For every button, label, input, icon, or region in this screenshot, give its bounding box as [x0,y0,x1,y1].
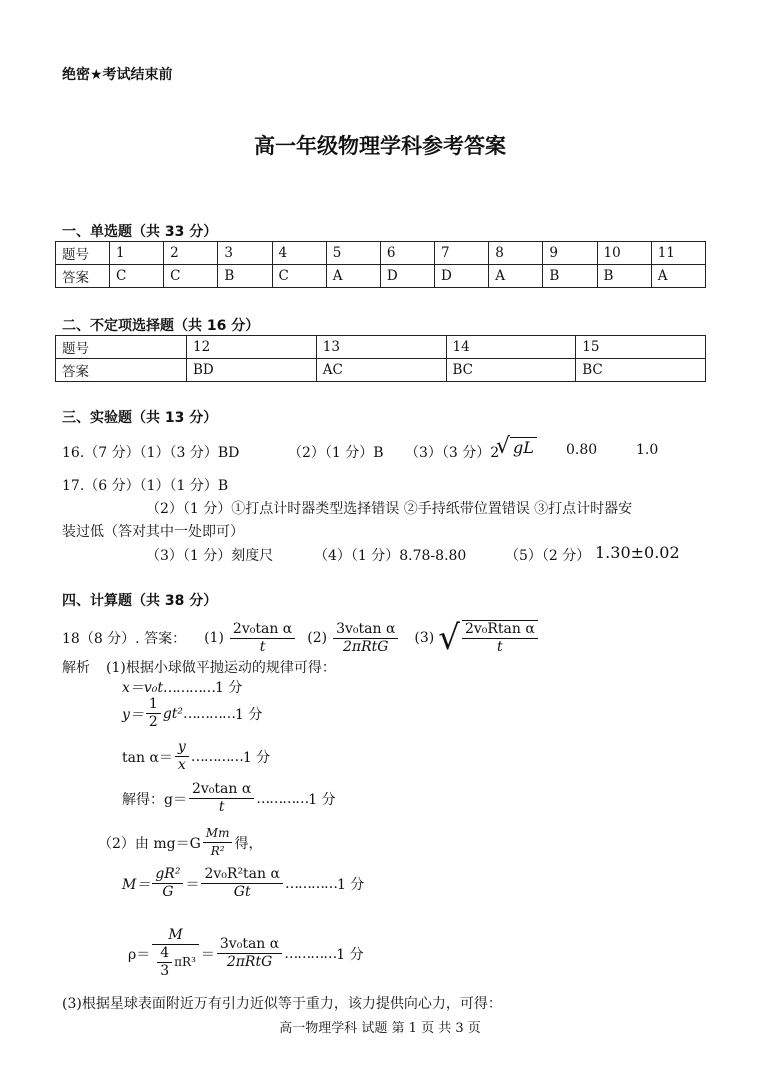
answer-cell: B [597,265,651,288]
answer-cell: A [489,265,543,288]
answer-cell: D [380,265,434,288]
fraction-numerator: 1 [146,696,161,714]
score: 1 分 [242,749,271,766]
answer-cell: A [651,265,705,288]
eq-x-text: x＝v₀t [122,680,164,696]
analysis-label: 解析 [62,660,90,676]
question-number: 2 [164,242,218,265]
eq-y [122,696,262,731]
answer-cell: D [435,265,489,288]
q16-part2: （2）（1 分）B [288,445,384,461]
fraction-denominator: t [497,639,503,655]
q16-value-2: 1.0 [636,442,659,458]
question-number: 13 [316,336,446,359]
q17-line1: 17.（6 分）（1）（1 分）B [62,478,229,494]
q18-label: 18（8 分）. 答案： [62,631,187,647]
q16-sqrt [496,434,537,459]
four-thirds-fraction [157,945,172,980]
row-label: 答案 [56,359,187,382]
dots: ………… [183,705,236,722]
eq-density: ρ＝ M $\frac{4}{3}$ πR³ ＝ $\frac{\text{3v₀tan α}}{\text{2πRtG}}$ ………… 1 分 [128,927,364,979]
fraction-numerator: 3v₀tan α [333,621,398,639]
fraction-denominator: Gt [233,884,251,900]
ans2-prefix: (2) [307,630,328,646]
dots: ………… [163,680,216,696]
eq-solve-g [122,781,336,816]
fraction-numerator: gR² [152,866,183,884]
ans2-fraction [333,621,398,656]
tan-fraction [175,739,189,774]
question-number: 12 [187,336,317,359]
fraction-denominator: t [259,638,266,655]
section-1-heading: 一、单选题（共 33 分） [62,224,218,240]
mass-lhs: M＝ [122,876,151,893]
density-fraction-1 [152,927,199,980]
q16-prefix: 16.（7 分）（1）（3 分）BD [62,445,240,461]
fraction-denominator: G [162,884,174,900]
pi-r-cubed: πR³ [174,955,196,969]
score: 1 分 [336,876,365,893]
fraction-denominator: 2πRtG [226,954,273,970]
fraction-numerator: 2v₀Rtan α [462,621,538,639]
fraction-numerator: 2v₀tan α [230,621,295,639]
score: 1 分 [336,946,364,963]
q17-line3: 装过低（答对其中一处即可） [62,524,244,540]
ans3-prefix: (3) [414,630,435,646]
answer-cell: A [326,265,380,288]
question-number: 14 [446,336,576,359]
ans1-prefix: (1) [204,630,224,646]
fraction-denominator: 2πRtG [343,638,389,655]
fraction-numerator: 3v₀tan α [217,936,282,954]
eq-y-rhs: gt² [162,705,184,722]
q16-part3: （3）（3 分）2 [405,445,500,461]
fraction-numerator: M [152,927,199,945]
eq-x [122,677,242,697]
answer-cell: B [218,265,272,288]
score: 1 分 [215,680,243,696]
section-3-heading: 三、实验题（共 13 分） [62,410,218,426]
fraction-denominator: t [218,799,225,815]
score: 1 分 [308,791,336,808]
ans3-fraction [462,620,538,656]
question-number: 7 [435,242,489,265]
half-fraction [146,696,161,731]
answer-cell: C [164,265,218,288]
q17-line2: （2）（1 分）①打点计时器类型选择错误 ②手持纸带位置错误 ③打点计时器安 [146,501,633,517]
question-number: 8 [489,242,543,265]
question-number: 5 [326,242,380,265]
dots: ………… [256,790,309,807]
score: 1 分 [235,706,263,723]
fraction-numerator: 2v₀tan α [189,781,254,799]
fraction-denominator: 2 [148,714,158,730]
part2-intro [98,825,262,860]
q17-line4c: （5）（2 分） [505,548,591,564]
radical-icon: √ [438,618,460,658]
part3-text: (3)根据星球表面附近万有引力近似等于重力，该力提供向心力，可得： [62,996,502,1012]
answer-cell: BC [446,359,576,382]
multi-choice-table [55,335,706,382]
row-label: 题号 [56,242,110,265]
question-number: 4 [272,242,326,265]
part2-intro-text: （2）由 mg＝G [98,835,201,852]
ans1-fraction [230,621,295,656]
analysis-text: (1)根据小球做平抛运动的规律可得： [106,660,336,676]
mass-fraction-2 [201,866,282,901]
question-number: 9 [543,242,597,265]
table-row [56,359,706,382]
eq-tan [122,739,270,774]
table-row [56,336,706,359]
fraction-denominator: 3 [160,963,170,979]
row-label: 答案 [56,265,110,288]
solve-lhs: 解得：g＝ [122,791,187,808]
page-title: 高一年级物理学科参考答案 [254,134,506,158]
question-number: 15 [576,336,706,359]
question-number: 11 [651,242,705,265]
dots: ………… [284,945,337,962]
question-number: 10 [597,242,651,265]
q17-line4a: （3）（1 分）刻度尺 [146,548,274,564]
section-2-heading: 二、不定项选择题（共 16 分） [62,318,260,334]
dots: ………… [190,748,243,765]
table-row [56,242,706,265]
q18-answer-line [62,620,540,656]
question-number: 6 [380,242,434,265]
section-4-heading: 四、计算题（共 38 分） [62,593,218,609]
g-fraction [189,781,254,816]
answer-cell: AC [316,359,446,382]
part2-tail: 得， [234,835,263,852]
dots: ………… [284,875,337,892]
fraction-numerator: Mm [203,825,233,843]
radical-icon: √ [496,434,511,459]
row-label: 题号 [56,336,187,359]
table-row [56,265,706,288]
q17-line4d: 1.30±0.02 [595,543,680,562]
fraction-numerator: y [175,739,189,757]
fraction-numerator: 2v₀R²tan α [201,866,282,884]
answer-cell: B [543,265,597,288]
fraction-numerator: 4 [157,945,172,963]
fraction-denominator: x [177,757,186,773]
question-number: 1 [110,242,164,265]
answer-cell: C [272,265,326,288]
eq-mass: M＝ $\frac{\text{gR²}}{G}$ ＝ $\frac{\text{2v₀R²tan α}}{Gt}$ ………… 1 分 [122,866,365,900]
eq-tan-lhs: tan α＝ [122,749,173,766]
fraction-denominator: R² [210,844,225,858]
q17-line4b: （4）（1 分）8.78-8.80 [314,548,467,564]
density-lhs: ρ＝ [128,946,151,963]
secret-label: 绝密★考试结束前 [62,67,173,83]
fraction-denominator [152,945,199,980]
eq-y-lhs: y＝ [122,706,144,723]
answer-cell: BC [576,359,706,382]
gravity-fraction [203,825,233,860]
question-number: 3 [218,242,272,265]
density-fraction-2 [217,936,282,971]
page-footer: 高一物理学科 试题 第 1 页 共 3 页 [279,1021,481,1036]
q16-value-1: 0.80 [566,442,598,458]
answer-cell: BD [187,359,317,382]
mass-fraction-1 [152,866,183,901]
sqrt-arg: gL [510,437,537,457]
single-choice-table [55,241,706,288]
answer-cell: C [110,265,164,288]
